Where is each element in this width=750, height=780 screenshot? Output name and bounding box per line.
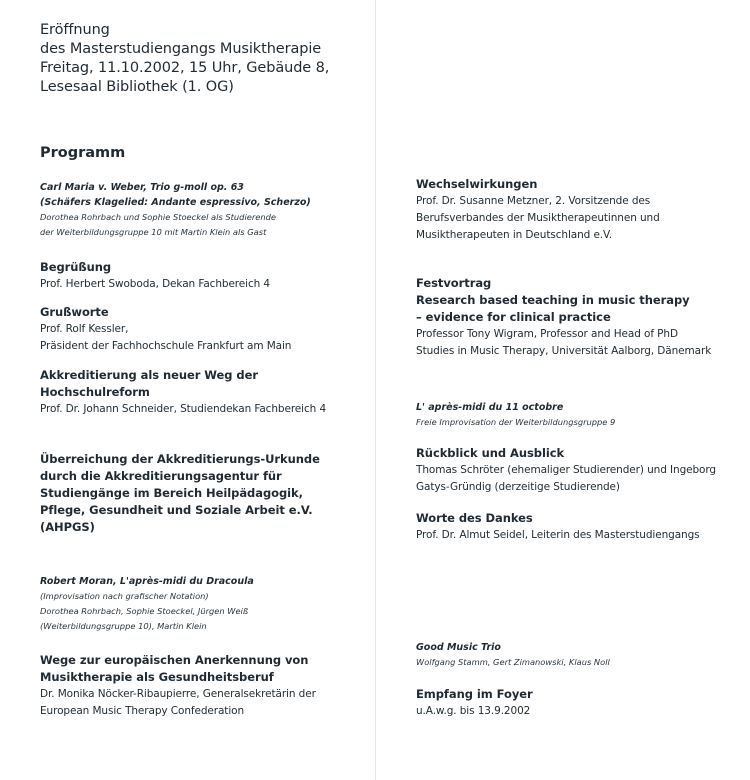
item-heading: Research based teaching in music therapy (416, 293, 690, 307)
item-heading: Festvortrag (416, 276, 492, 290)
speaker-line: Prof. Herbert Swoboda, Dekan Fachbereich 4 (40, 278, 271, 290)
wechselwirkungen-item (416, 176, 746, 244)
grussworte-item (40, 304, 375, 355)
rsvp-line: u.A.w.g. bis 13.9.2002 (416, 705, 531, 717)
performer-line: Wolfgang Stamm, Gert Zimanowski, Klaus Noll (416, 657, 610, 667)
item-heading: – evidence for clinical practice (416, 310, 611, 324)
trio-item (416, 640, 746, 670)
speaker-line: Prof. Dr. Almut Seidel, Leiterin des Masterstudiengangs (416, 529, 700, 541)
item-heading: Worte des Dankes (416, 511, 533, 525)
item-heading: (AHPGS) (40, 520, 95, 534)
speaker-line: Prof. Rolf Kessler, (40, 323, 129, 335)
festvortrag-item (416, 275, 746, 360)
performer-line: Dorothea Rohrbach, Sophie Stoeckel, Jürgen Weiß (40, 606, 249, 616)
speaker-line: Präsident der Fachhochschule Frankfurt am Main (40, 340, 292, 352)
piece-title: Robert Moran, L'après-midi du Dracoula (40, 576, 254, 587)
item-heading: Begrüßung (40, 260, 112, 274)
akkreditierung-item (40, 367, 375, 418)
speaker-line: Berufsverbandes der Musiktherapeutinnen und (416, 212, 660, 224)
apres-midi-item (416, 400, 746, 430)
begruessung-item (40, 259, 375, 293)
performer-line: der Weiterbildungsgruppe 10 mit Martin Klein als Gast (40, 227, 267, 237)
item-heading: Wege zur europäischen Anerkennung von (40, 653, 309, 667)
piece-title: (Schäfers Klagelied: Andante espressivo, Scherzo) (40, 197, 311, 208)
item-heading: Empfang im Foyer (416, 687, 533, 701)
speaker-line: European Music Therapy Confederation (40, 705, 245, 717)
item-heading: Wechselwirkungen (416, 177, 538, 191)
item-heading: Überreichung der Akkreditierungs-Urkunde (40, 452, 320, 466)
moran-item (40, 574, 375, 634)
performer-line: (Improvisation nach grafischer Notation) (40, 591, 209, 601)
speaker-line: Thomas Schröter (ehemaliger Studierender) und Ingeborg (416, 464, 716, 476)
item-heading: Grußworte (40, 305, 109, 319)
speaker-line: Studies in Music Therapy, Universität Aalborg, Dänemark (416, 345, 712, 357)
performer-line: (Weiterbildungsgruppe 10), Martin Klein (40, 621, 207, 631)
item-heading: Rückblick und Ausblick (416, 446, 565, 460)
piece-title: L' après-midi du 11 octobre (416, 402, 564, 413)
performer-line: Freie Improvisation der Weiterbildungsgruppe 9 (416, 417, 616, 427)
program-heading: Programm (40, 145, 126, 161)
page-fold (375, 0, 376, 780)
item-heading: Akkreditierung als neuer Weg der (40, 368, 258, 382)
wege-item (40, 652, 375, 720)
speaker-line: Musiktherapeuten in Deutschland e.V. (416, 229, 613, 241)
performer-line: Dorothea Rohrbach und Sophie Stoeckel als Studierende (40, 212, 277, 222)
speaker-line: Professor Tony Wigram, Professor and Head of PhD (416, 328, 678, 340)
item-heading: Hochschulreform (40, 385, 150, 399)
item-heading: durch die Akkreditierungsagentur für (40, 469, 282, 483)
speaker-line: Dr. Monika Nöcker-Ribaupierre, Generalsekretärin der (40, 688, 316, 700)
speaker-line: Prof. Dr. Susanne Metzner, 2. Vorsitzende des (416, 195, 651, 207)
urkunde-item (40, 451, 375, 536)
event-title (40, 21, 370, 97)
weber-trio-item (40, 180, 375, 240)
rueckblick-item (416, 445, 746, 496)
speaker-line: Gatys-Gründig (derzeitige Studierende) (416, 481, 620, 493)
title-line: Eröffnung (40, 22, 110, 38)
title-line: des Masterstudiengangs Musiktherapie (40, 41, 322, 57)
speaker-line: Prof. Dr. Johann Schneider, Studiendekan Fachbereich 4 (40, 403, 327, 415)
item-heading: Musiktherapie als Gesundheitsberuf (40, 670, 274, 684)
item-heading: Pflege, Gesundheit und Soziale Arbeit e.V. (40, 503, 313, 517)
item-heading: Studiengänge im Bereich Heilpädagogik, (40, 486, 303, 500)
title-line: Lesesaal Bibliothek (1. OG) (40, 79, 234, 95)
piece-title: Carl Maria v. Weber, Trio g-moll op. 63 (40, 182, 244, 193)
title-line: Freitag, 11.10.2002, 15 Uhr, Gebäude 8, (40, 60, 330, 76)
piece-title: Good Music Trio (416, 642, 501, 653)
dank-item (416, 510, 746, 544)
empfang-item (416, 686, 746, 720)
